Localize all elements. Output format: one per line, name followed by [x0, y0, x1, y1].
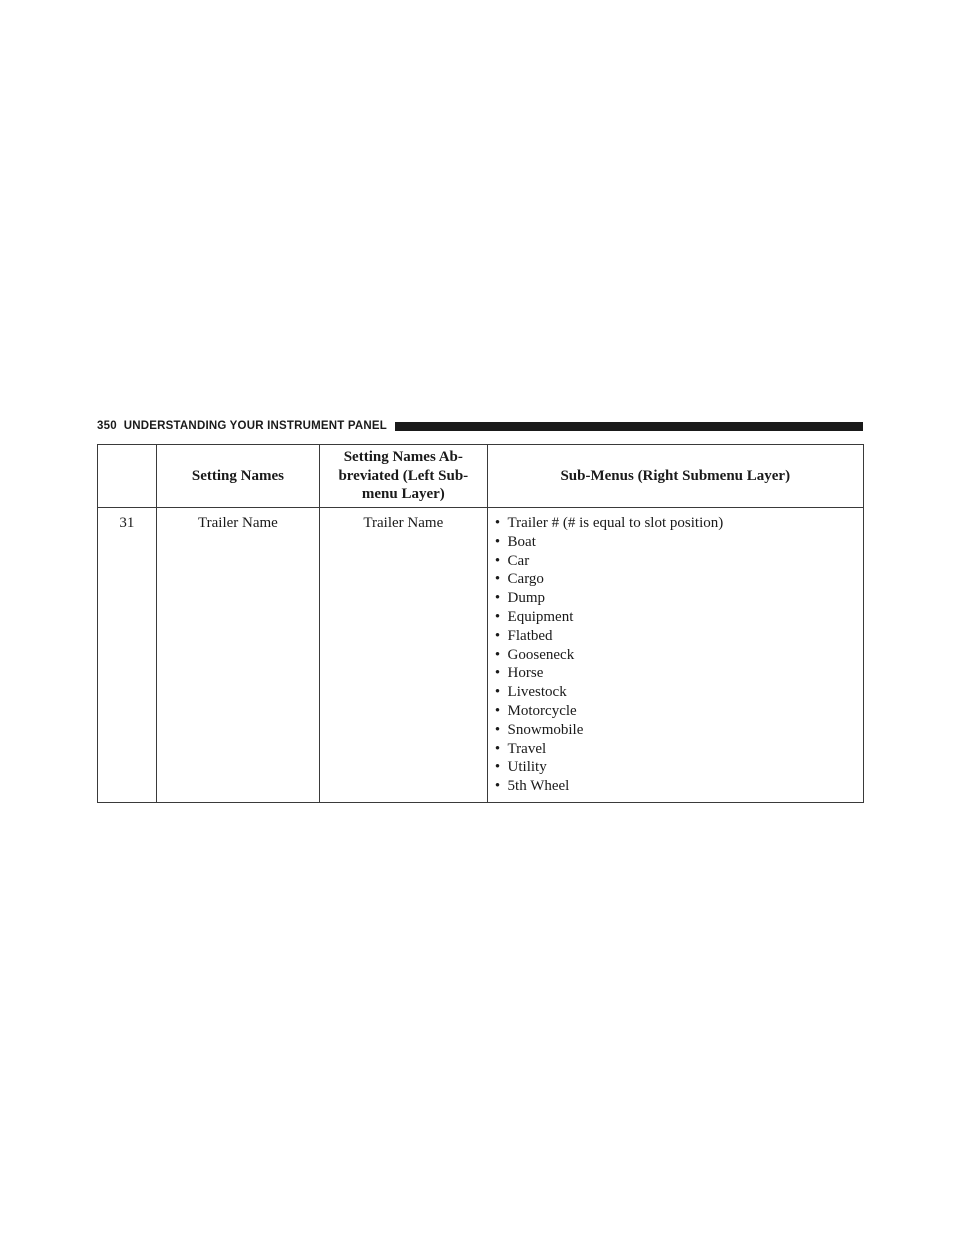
column-header-abbreviated-text: Setting Names Ab- breviated (Left Sub- menu Layer) — [338, 448, 469, 503]
section-title: UNDERSTANDING YOUR INSTRUMENT PANEL — [123, 420, 387, 432]
submenu-item — [492, 552, 863, 571]
submenu-item — [492, 608, 863, 627]
header-rule — [395, 422, 863, 431]
column-header-abbreviated — [320, 445, 487, 508]
row-number: 31 — [98, 508, 157, 803]
bullet-icon: • — [494, 627, 501, 644]
submenu-item-label: Travel — [507, 740, 547, 757]
submenu-item — [492, 702, 863, 721]
submenu-item-label: Cargo — [507, 571, 544, 588]
bullet-icon: • — [494, 778, 501, 795]
bullet-icon: • — [494, 759, 501, 776]
submenu-item — [492, 589, 863, 608]
submenu-item-label: Snowmobile — [507, 721, 584, 738]
submenu-item — [492, 721, 863, 740]
bullet-icon: • — [494, 608, 501, 625]
submenu-list — [492, 514, 863, 796]
bullet-icon: • — [494, 702, 501, 719]
submenu-item — [492, 758, 863, 777]
submenu-item — [492, 664, 863, 683]
submenu-item — [492, 533, 863, 552]
submenu-item-label: Boat — [507, 533, 536, 550]
bullet-icon: • — [494, 515, 501, 531]
table-header-row — [98, 445, 864, 508]
page-number: 350 — [97, 420, 117, 432]
bullet-icon: • — [494, 740, 501, 757]
submenu-item — [492, 683, 863, 702]
submenu-item-label: 5th Wheel — [507, 778, 570, 795]
submenu-item-label: Motorcycle — [507, 702, 577, 719]
bullet-icon: • — [494, 590, 501, 607]
submenu-item-label: Flatbed — [507, 627, 553, 644]
submenu-item-label: Gooseneck — [507, 646, 575, 663]
submenu-item — [492, 777, 863, 796]
column-header-setting-names: Setting Names — [156, 445, 319, 508]
bullet-icon: • — [494, 684, 501, 701]
row-setting-name: Trailer Name — [156, 508, 319, 803]
submenu-item — [492, 627, 863, 646]
bullet-icon: • — [494, 533, 501, 550]
submenu-item-label: Trailer # (# is equal to slot position) — [507, 515, 724, 531]
bullet-icon: • — [494, 721, 501, 738]
submenu-item — [492, 740, 863, 759]
submenu-item — [492, 514, 863, 533]
column-header-number — [98, 445, 157, 508]
submenu-item-label: Utility — [507, 759, 547, 776]
page-header — [97, 419, 863, 433]
bullet-icon: • — [494, 646, 501, 663]
row-abbreviated: Trailer Name — [320, 508, 487, 803]
submenu-item-label: Livestock — [507, 684, 567, 701]
bullet-icon: • — [494, 571, 501, 588]
submenu-item-label: Equipment — [507, 608, 574, 625]
submenu-item — [492, 570, 863, 589]
row-submenus — [487, 508, 863, 803]
submenu-item — [492, 646, 863, 665]
submenu-item-label: Car — [507, 552, 530, 569]
table-row — [98, 508, 864, 803]
bullet-icon: • — [494, 552, 501, 569]
submenu-item-label: Horse — [507, 665, 544, 682]
settings-table — [97, 444, 864, 803]
bullet-icon: • — [494, 665, 501, 682]
column-header-submenus: Sub-Menus (Right Submenu Layer) — [487, 445, 863, 508]
submenu-item-label: Dump — [507, 590, 546, 607]
